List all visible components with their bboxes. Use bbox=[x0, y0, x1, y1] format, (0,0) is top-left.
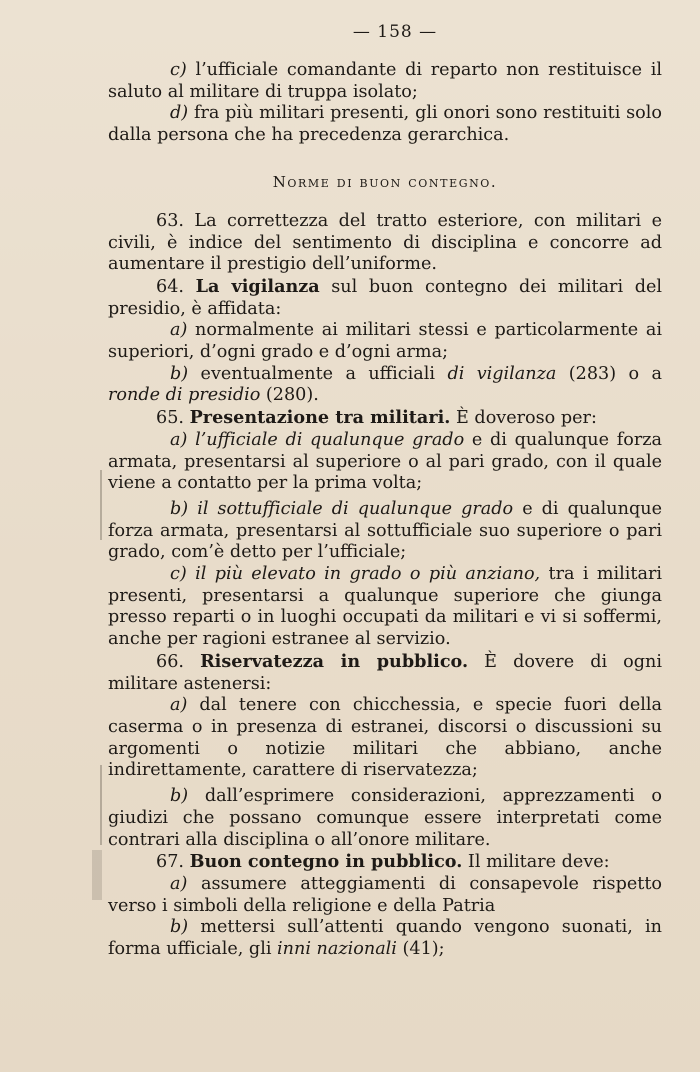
p65-a-text: e di qualunque forza armata, presentarsi al superiore o al pari grado, con il quale viene a contatto per la prima volta; bbox=[108, 429, 662, 494]
p67-item-a bbox=[108, 874, 662, 917]
p64-text: sul buon contegno dei militari del presidio, è affidata: bbox=[108, 276, 662, 319]
p67-b-pre: mettersi sull’attenti quando vengono suonati, in forma ufficiale, gli bbox=[108, 917, 662, 960]
paragraph-64 bbox=[108, 276, 662, 320]
margin-smudge bbox=[92, 850, 102, 900]
p64-item-b bbox=[108, 364, 662, 407]
p66-text: È dovere di ogni militare astenersi: bbox=[108, 651, 662, 694]
item-d-label: d) bbox=[170, 103, 189, 124]
p65-title: Presentazione tra militari. bbox=[189, 407, 451, 429]
p66-b-label: b) bbox=[170, 786, 189, 807]
paragraph-65 bbox=[108, 407, 662, 430]
p67-a-label: a) bbox=[170, 873, 188, 894]
p64-title: La vigilanza bbox=[195, 275, 320, 297]
p66-a-label: a) bbox=[170, 695, 188, 716]
pencil-margin-mark bbox=[100, 765, 102, 845]
p64-b-pre: eventualmente a ufficiali bbox=[188, 363, 448, 384]
p64-b-mid: (283) o a bbox=[556, 363, 662, 384]
p67-b-post: (41); bbox=[396, 939, 445, 960]
page-number: — 158 — bbox=[352, 22, 438, 42]
p65-text: È doveroso per: bbox=[450, 408, 597, 429]
section-heading: Norme di buon contegno. bbox=[272, 172, 498, 191]
item-c-label: c) bbox=[170, 60, 187, 80]
p67-number: 67. bbox=[156, 852, 190, 873]
p65-b-italic: il sottufficiale di qualunque grado bbox=[188, 498, 514, 519]
p65-c-label: c) bbox=[170, 564, 187, 585]
p64-b-italic-2: ronde di presidio bbox=[108, 385, 261, 406]
p64-b-label: b) bbox=[170, 363, 189, 384]
p67-b-italic: inni nazionali bbox=[277, 939, 397, 960]
p64-b-post: (280). bbox=[260, 385, 319, 406]
paragraph-63: 63. La correttezza del tratto esteriore, con militari e civili, è indice del sentimento di disciplina e concorre ad aumentare il prestigio dell’uniforme. bbox=[108, 210, 662, 275]
p66-item-a bbox=[108, 695, 662, 782]
p65-b-text: e di qualunque forza armata, presentarsi al sottufficiale suo superiore o pari grado, com’è detto per l’ufficiale; bbox=[108, 498, 662, 563]
item-d-text: fra più militari presenti, gli onori sono restituiti solo dalla persona che ha precedenza gerarchica. bbox=[108, 103, 662, 146]
p67-b-label: b) bbox=[170, 917, 189, 938]
p67-item-b bbox=[108, 917, 662, 960]
p64-item-a bbox=[108, 320, 662, 363]
p64-a-label: a) bbox=[170, 320, 188, 341]
p66-a-text: dal tenere con chicchessia, e specie fuori della caserma o in presenza di estranei, discorsi o discussioni su argomenti o notizie militari che abbiano, anche indirettamente, carattere di riservatezza; bbox=[108, 695, 662, 781]
p65-a-italic: l’ufficiale di qualunque grado bbox=[187, 429, 465, 450]
p65-item-c bbox=[108, 564, 662, 651]
item-c-text: l’ufficiale comandante di reparto non restituisce il saluto al militare di truppa isolato; bbox=[108, 60, 662, 102]
paragraph-67 bbox=[108, 851, 662, 874]
p65-number: 65. bbox=[156, 408, 190, 429]
item-d-paragraph bbox=[108, 103, 662, 146]
p66-b-text: dall’esprimere considerazioni, apprezzamenti o giudizi che possano comunque essere interpretati come contrari alla disciplina o all’onore militare. bbox=[108, 786, 662, 850]
pencil-margin-mark bbox=[100, 470, 102, 540]
p65-c-italic: il più elevato in grado o più anziano, bbox=[186, 564, 541, 585]
p64-b-italic-1: di vigilanza bbox=[447, 363, 557, 384]
p65-b-label: b) bbox=[170, 498, 189, 519]
p64-a-text: normalmente ai militari stessi e particolarmente ai superiori, d’ogni grado e d’ogni arma; bbox=[108, 320, 662, 363]
p64-number: 64. bbox=[156, 276, 196, 297]
paragraph-66 bbox=[108, 651, 662, 695]
p66-title: Riservatezza in pubblico. bbox=[200, 650, 469, 672]
p66-item-b bbox=[108, 786, 662, 851]
p66-number: 66. bbox=[156, 651, 201, 672]
p67-text: Il militare deve: bbox=[462, 852, 610, 873]
p65-c-text: tra i militari presenti, presentarsi a qualunque superiore che giunga presso reparti o in luoghi occupati da militari e vi si soffermi, anche per ragioni estranee al servizio. bbox=[108, 564, 662, 650]
item-c-paragraph bbox=[108, 60, 662, 103]
p67-title: Buon contegno in pubblico. bbox=[189, 851, 463, 873]
p65-item-b bbox=[108, 499, 662, 564]
p67-a-text: assumere atteggiamenti di consapevole rispetto verso i simboli della religione e della Patria bbox=[108, 873, 662, 916]
p65-a-label: a) bbox=[170, 429, 188, 450]
p65-item-a bbox=[108, 430, 662, 495]
